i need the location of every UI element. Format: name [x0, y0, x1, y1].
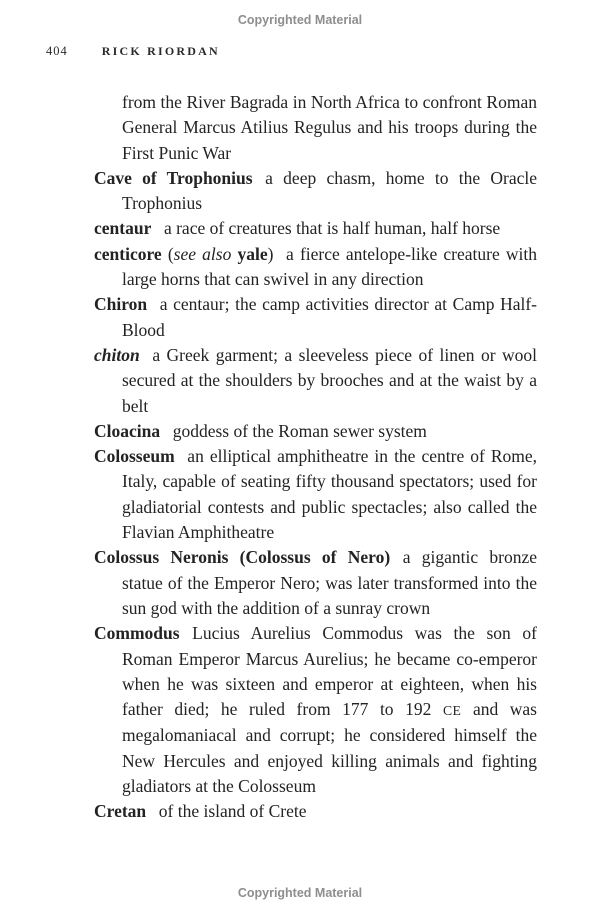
page-number: 404: [46, 44, 68, 58]
entry-definition: [159, 801, 307, 821]
text-segment: yale: [237, 243, 268, 264]
text-segment: a deep chasm, home to the Oracle Trophonius: [122, 167, 537, 214]
glossary-entry: [94, 292, 537, 343]
text-segment: Commodus: [94, 623, 180, 644]
glossary-entry: [94, 216, 537, 241]
text-segment: and was megalomaniacal and corrupt; he considered himself the New Hercules and enjoyed killing animals and fighting gladiators at the Colosseum: [122, 699, 537, 797]
glossary-entry: [94, 799, 537, 824]
running-header: RICK RIORDAN: [101, 44, 220, 58]
entry-term: [94, 446, 175, 466]
glossary-entry: [94, 242, 537, 293]
text-segment: CE: [442, 703, 462, 719]
entry-term: [94, 801, 146, 821]
text-segment: centaur: [94, 218, 152, 239]
text-segment: a fierce antelope-like creature with large horns that can swivel in any direction: [122, 243, 537, 290]
entry-definition: [164, 218, 500, 238]
text-segment: from the River Bagrada in North Africa to confront Roman General Marcus Atilius Regulus and his troops during the First Punic War: [122, 92, 537, 163]
glossary-entry: [94, 621, 537, 799]
text-segment: Cave of Trophonius: [94, 167, 253, 188]
text-segment: ): [267, 243, 274, 264]
text-segment: Colossus Neronis (Colossus of Nero): [94, 547, 391, 568]
glossary-text: [94, 90, 537, 825]
entry-definition: [122, 623, 537, 796]
entry-term: [94, 345, 140, 365]
entry-definition: [122, 446, 537, 542]
entry-term: [94, 294, 147, 314]
text-segment: of the island of Crete: [158, 801, 307, 822]
text-segment: Cloacina: [94, 420, 161, 441]
entry-definition: [122, 345, 537, 416]
glossary-entry: [94, 545, 537, 621]
glossary-entry: [94, 166, 537, 217]
page-header: [46, 44, 220, 59]
entry-definition: [173, 421, 427, 441]
glossary-entry: [94, 444, 537, 545]
text-segment: centicore: [94, 243, 162, 264]
text-segment: see also: [173, 243, 232, 264]
copyright-notice-top: Copyrighted Material: [237, 13, 363, 27]
entry-term: [94, 168, 253, 188]
glossary-entry: [94, 419, 537, 444]
text-segment: Lucius Aurelius Commodus was the son of Roman Emperor Marcus Aurelius; he became co-emperor when he was sixteen and emperor at eighteen, when his father died; he ruled from 177 to 192: [122, 623, 537, 720]
text-segment: a centaur; the camp activities director at Camp Half-Blood: [122, 294, 537, 340]
glossary-continuation: [94, 90, 537, 166]
text-segment: Chiron: [94, 294, 148, 315]
text-segment: a race of creatures that is half human, half horse: [163, 218, 501, 239]
entry-term: [94, 547, 390, 567]
text-segment: a Greek garment; a sleeveless piece of linen or wool secured at the shoulders by brooches and at the waist by a belt: [122, 344, 537, 416]
text-segment: a gigantic bronze statue of the Emperor Nero; was later transformed into the sun god with the addition of a sunray crown: [122, 547, 537, 618]
entry-term: [94, 218, 151, 238]
entry-term: [94, 244, 273, 264]
entry-term: [94, 421, 160, 441]
text-segment: goddess of the Roman sewer system: [172, 420, 427, 441]
text-segment: an elliptical amphitheatre in the centre of Rome, Italy, capable of seating fifty thousand spectators; used for gladiatorial contests and public spectacles; also called the Flavian Amphitheatre: [122, 446, 537, 543]
copyright-notice-bottom: Copyrighted Material: [237, 886, 363, 900]
entry-term: [94, 623, 180, 643]
text-segment: Cretan: [94, 801, 147, 822]
entry-definition: [122, 294, 537, 339]
text-segment: Colosseum: [94, 446, 175, 467]
text-segment: (: [161, 243, 174, 264]
text-segment: chiton: [94, 344, 140, 365]
glossary-entry: [94, 343, 537, 419]
